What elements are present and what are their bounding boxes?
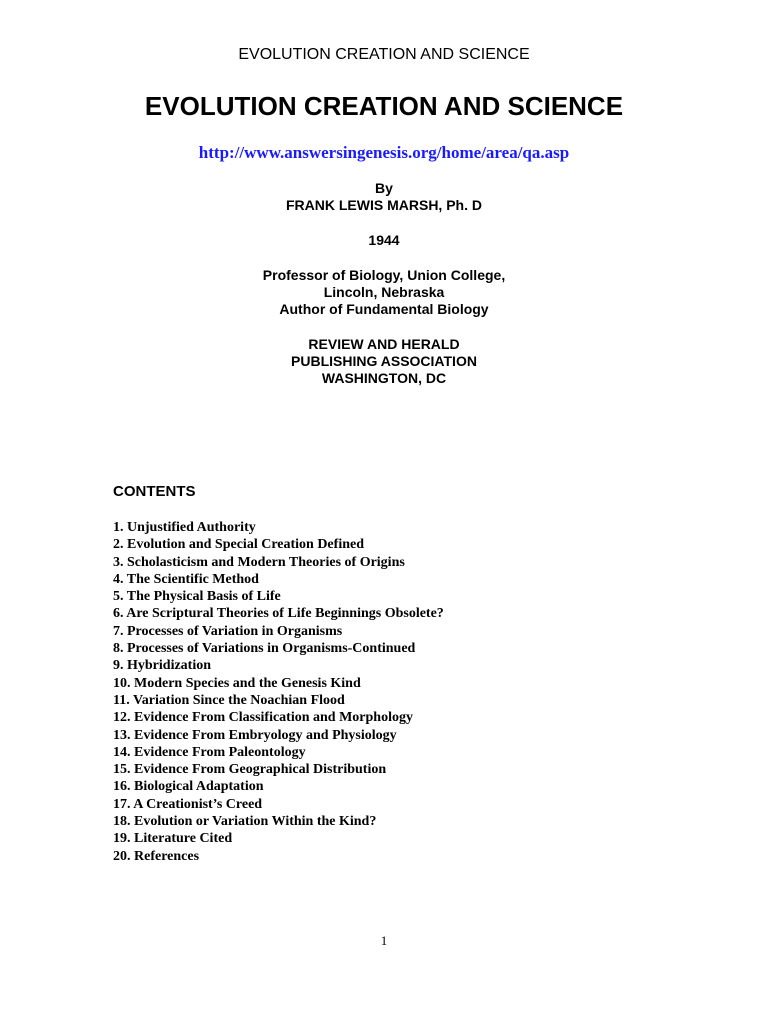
table-of-contents bbox=[113, 519, 444, 865]
byline-by: By bbox=[375, 180, 393, 196]
publisher-line: REVIEW AND HERALD bbox=[308, 336, 460, 352]
document-title: EVOLUTION CREATION AND SCIENCE bbox=[144, 91, 624, 121]
year-text: 1944 bbox=[368, 232, 400, 248]
affiliation-line: Lincoln, Nebraska bbox=[323, 284, 445, 300]
toc-item: 12. Evidence From Classification and Morphology bbox=[113, 710, 413, 726]
publisher bbox=[0, 336, 768, 387]
affiliation-line: Author of Fundamental Biology bbox=[279, 301, 489, 317]
toc-item: 13. Evidence From Embryology and Physiology bbox=[113, 727, 397, 743]
toc-item: 2. Evolution and Special Creation Defined bbox=[113, 537, 364, 553]
toc-item: 10. Modern Species and the Genesis Kind bbox=[113, 675, 361, 691]
toc-item: 8. Processes of Variations in Organisms-Continued bbox=[113, 641, 416, 657]
author-affiliation bbox=[0, 267, 768, 318]
publisher-line: WASHINGTON, DC bbox=[321, 370, 447, 386]
toc-item: 11. Variation Since the Noachian Flood bbox=[113, 692, 345, 708]
toc-item: 9. Hybridization bbox=[113, 658, 212, 674]
running-header: EVOLUTION CREATION AND SCIENCE bbox=[238, 46, 530, 63]
toc-item: 3. Scholasticism and Modern Theories of Origins bbox=[113, 554, 405, 570]
affiliation-line: Professor of Biology, Union College, bbox=[262, 267, 506, 283]
publisher-line: PUBLISHING ASSOCIATION bbox=[291, 353, 477, 369]
toc-item: 16. Biological Adaptation bbox=[113, 779, 264, 795]
page-number: 1 bbox=[380, 933, 388, 948]
toc-item: 7. Processes of Variation in Organisms bbox=[113, 623, 343, 639]
publication-year bbox=[0, 232, 768, 249]
toc-item: 15. Evidence From Geographical Distribution bbox=[113, 762, 387, 778]
toc-item: 17. A Creationist’s Creed bbox=[113, 796, 263, 812]
toc-item: 19. Literature Cited bbox=[113, 831, 233, 847]
author-name: FRANK LEWIS MARSH, Ph. D bbox=[286, 197, 482, 213]
toc-item: 1. Unjustified Authority bbox=[113, 520, 256, 535]
toc-item: 4. The Scientific Method bbox=[113, 571, 259, 587]
toc-item: 18. Evolution or Variation Within the Kind? bbox=[113, 814, 377, 830]
toc-item: 5. The Physical Basis of Life bbox=[113, 589, 281, 605]
toc-item: 20. References bbox=[113, 848, 200, 864]
byline bbox=[0, 180, 768, 214]
toc-item: 14. Evidence From Paleontology bbox=[113, 744, 306, 760]
contents-heading: CONTENTS bbox=[113, 483, 196, 500]
toc-item: 6. Are Scriptural Theories of Life Beginnings Obsolete? bbox=[113, 606, 444, 622]
source-url-link[interactable]: http://www.answersingenesis.org/home/area/qa.asp bbox=[198, 143, 570, 162]
